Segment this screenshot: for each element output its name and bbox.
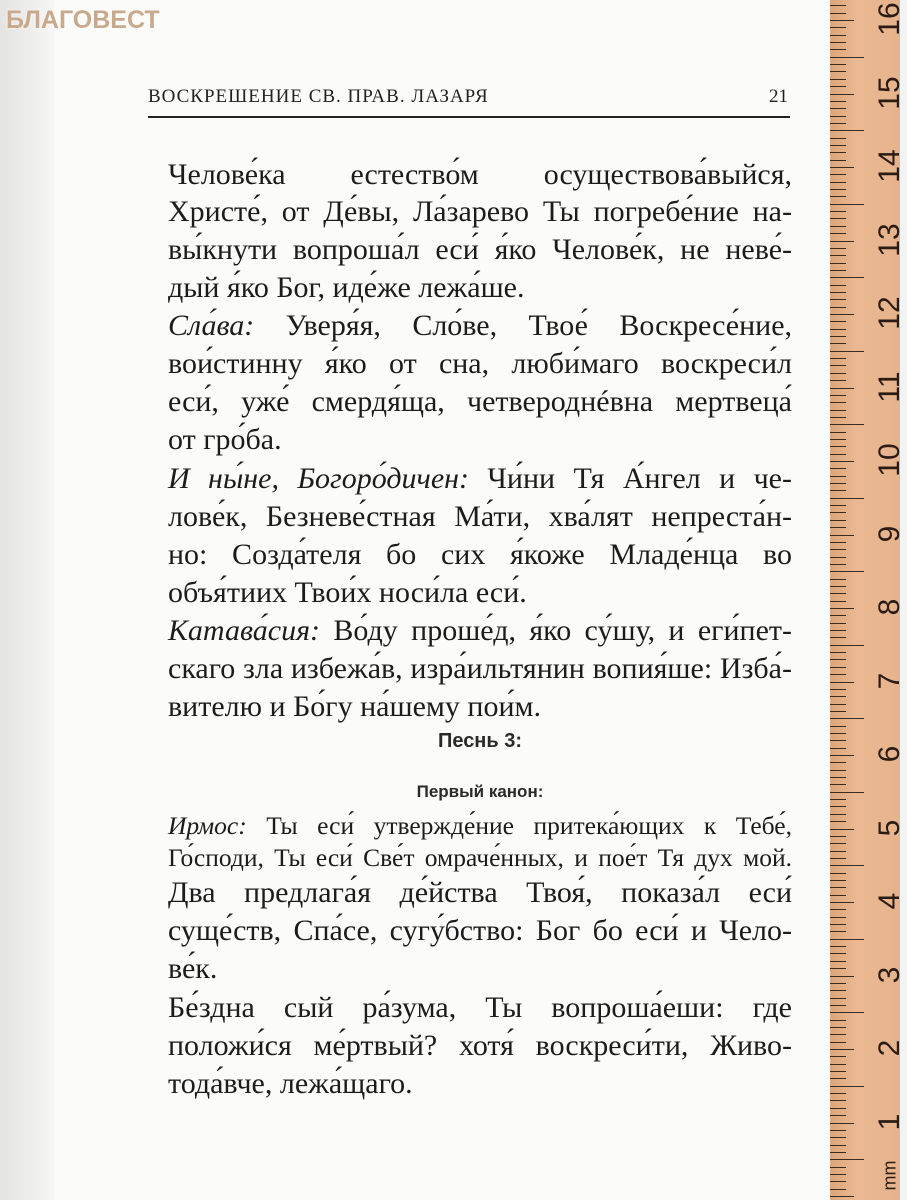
ruler-label: 3 <box>873 966 906 983</box>
ruler-tick <box>830 461 854 462</box>
ruler-tick <box>830 637 846 638</box>
ruler-tick <box>830 608 854 609</box>
text-line <box>168 612 792 650</box>
ruler-tick <box>830 101 846 102</box>
ruler-tick <box>830 483 846 484</box>
ruler-tick <box>830 79 846 80</box>
text-line <box>168 650 792 688</box>
ruler-tick <box>830 704 846 705</box>
ruler-tick <box>830 241 854 242</box>
ruler-tick <box>830 1108 846 1109</box>
ruler-tick <box>830 42 846 43</box>
text-line <box>168 950 792 988</box>
ruler-tick <box>830 476 846 477</box>
ruler-tick <box>830 1071 846 1072</box>
ruler-tick <box>830 380 846 381</box>
ruler-tick <box>830 777 846 778</box>
ruler-tick <box>830 358 846 359</box>
ruler-tick <box>830 535 854 536</box>
ruler-tick <box>830 601 846 602</box>
ruler-tick <box>830 307 846 308</box>
ruler-tick <box>830 373 846 374</box>
page-number: 21 <box>769 86 788 107</box>
ruler-tick <box>830 490 846 491</box>
ruler-tick <box>830 1020 846 1021</box>
line-text: скаго зла избежа́в, изра́ильтянин вопия́ше: Изба́- <box>168 652 792 685</box>
rubric-label: Катава́сия: <box>168 614 334 647</box>
ruler-tick <box>830 336 846 337</box>
line-text: Чи́ни Тя А́нгел и че- <box>487 462 792 495</box>
ruler-tick <box>830 740 846 741</box>
ruler-tick <box>830 1123 854 1124</box>
ruler-tick <box>830 277 864 278</box>
ruler-tick <box>830 196 846 197</box>
text-line <box>168 1065 792 1103</box>
text-line <box>168 688 792 726</box>
text-line <box>168 912 792 950</box>
ruler-tick <box>830 615 846 616</box>
ruler-tick <box>830 630 846 631</box>
line-text: вителю и Бо́гу на́шему пои́м. <box>168 690 541 723</box>
ruler-tick <box>830 755 854 756</box>
ruler-label: 13 <box>873 222 906 257</box>
ruler-tick <box>830 116 846 117</box>
ruler-label: 14 <box>873 149 906 183</box>
ruler-label: 15 <box>873 75 906 110</box>
ruler-tick <box>830 439 846 440</box>
ruler-tick <box>830 424 864 425</box>
line-text: от гро́ба. <box>168 423 282 456</box>
text-line <box>168 874 792 912</box>
ruler-tick <box>830 976 854 977</box>
ruler-tick <box>830 829 854 830</box>
ruler-tick <box>830 696 846 697</box>
ruler-tick <box>830 86 846 87</box>
page-edge-shadow <box>0 0 55 1200</box>
ruler-tick <box>830 432 846 433</box>
ruler-tick <box>830 20 854 21</box>
heading-canon: Первый канон: <box>416 782 544 801</box>
ruler-tick <box>830 961 846 962</box>
header-title: ВОСКРЕШЕНИЕ СВ. ПРАВ. ЛАЗАРЯ <box>148 86 489 107</box>
ruler-tick <box>830 292 846 293</box>
ruler-tick <box>830 182 846 183</box>
line-text: Челове́ка естество́м осуществова́выйся, <box>168 158 792 191</box>
ruler-label: 1 <box>873 1113 906 1130</box>
line-text: положи́ся ме́ртвый? хотя́ воскреси́ти, Живо- <box>168 1029 792 1062</box>
ruler-tick <box>830 1130 846 1131</box>
ruler-tick <box>830 1196 854 1197</box>
line-text: Бе́здна сый ра́зума, Ты вопроша́еши: где <box>168 991 792 1024</box>
ruler-tick <box>830 814 846 815</box>
ruler-tick <box>830 498 864 499</box>
ruler-label: 12 <box>873 296 906 330</box>
ruler-tick <box>830 1034 846 1035</box>
watermark-logo: БЛАГОВЕСТ <box>6 6 160 34</box>
ruler-tick <box>830 351 864 352</box>
ruler-tick <box>830 167 854 168</box>
rubric-label: И ны́не, Богоро́дичен: <box>168 462 488 495</box>
ruler-tick <box>830 145 846 146</box>
ruler-tick <box>830 858 846 859</box>
rubric-label: Сла́ва: <box>168 309 286 342</box>
line-text: Христе́, от Де́вы, Ла́зарево Ты погребе́ние на- <box>168 195 792 228</box>
ruler-tick <box>830 968 846 969</box>
ruler-tick <box>830 343 846 344</box>
ruler-tick <box>830 1145 846 1146</box>
ruler-tick <box>830 255 846 256</box>
ruler-tick <box>830 593 846 594</box>
ruler-tick <box>830 1115 846 1116</box>
ruler-tick <box>830 770 846 771</box>
ruler-tick <box>830 1167 846 1168</box>
ruler-tick <box>830 1093 846 1094</box>
line-text: Ты еси́ утвержде́ние притека́ющих к Тебе́, <box>266 811 792 840</box>
ruler-tick <box>830 388 854 389</box>
ruler-tick <box>830 27 846 28</box>
line-text: Го́споди, Ты еси́ Све́т омраче́нных, и пое́т Тя дух мой. <box>168 843 792 872</box>
running-header <box>148 84 790 118</box>
ruler-tick <box>830 953 846 954</box>
ruler-tick <box>830 365 846 366</box>
ruler-tick <box>830 652 846 653</box>
ruler-tick <box>830 586 846 587</box>
ruler-tick <box>830 667 846 668</box>
ruler-tick <box>830 160 846 161</box>
ruler-tick <box>830 564 846 565</box>
ruler-label: 6 <box>873 745 906 763</box>
ruler-tick <box>830 527 846 528</box>
text-line <box>168 383 792 421</box>
line-text: Два предлага́я де́йства Твоя́, показа́л еси́ <box>168 876 792 909</box>
ruler-tick <box>830 1137 846 1138</box>
ruler-tick <box>830 189 846 190</box>
ruler <box>830 0 906 1200</box>
ruler-tick <box>830 939 864 940</box>
ruler-tick <box>830 990 846 991</box>
ruler-tick <box>830 865 864 866</box>
ruler-tick <box>830 64 846 65</box>
line-text: суще́ств, Спа́се, сугу́бство: Бог бо еси́ и Чело- <box>168 914 792 947</box>
ruler-tick <box>830 226 846 227</box>
ruler-tick <box>830 1181 846 1182</box>
ruler-tick <box>830 557 846 558</box>
ruler-tick <box>830 762 846 763</box>
ruler-tick <box>830 446 846 447</box>
ruler-tick <box>830 270 846 271</box>
ruler-tick <box>830 35 846 36</box>
ruler-tick <box>830 468 846 469</box>
ruler-tick <box>830 623 846 624</box>
ruler-tick <box>830 821 846 822</box>
rubric-label: Ирмос: <box>168 811 267 840</box>
ruler-tick <box>830 263 846 264</box>
ruler-tick <box>830 659 846 660</box>
ruler-tick <box>830 542 846 543</box>
ruler-tick <box>830 843 846 844</box>
line-text: лове́к, Безневе́стная Ма́ти, хва́лят непреста́н- <box>168 500 792 533</box>
ruler-tick <box>830 1174 846 1175</box>
line-text: объя́тиих Твои́х носи́ла еси́. <box>168 576 527 609</box>
heading-song: Песнь 3: <box>437 730 523 752</box>
ruler-label: 16 <box>873 2 906 36</box>
ruler-tick <box>830 579 846 580</box>
line-text: вои́стинну я́ко от сна, люби́маго воскреси́л <box>168 347 792 380</box>
text-line <box>168 574 792 612</box>
text-line <box>168 842 792 874</box>
ruler-tick <box>830 1012 864 1013</box>
ruler-tick <box>830 71 846 72</box>
ruler-tick <box>830 417 846 418</box>
ruler-tick <box>830 946 846 947</box>
text-line <box>168 345 792 383</box>
ruler-tick <box>830 512 846 513</box>
ruler-label: 5 <box>873 819 906 836</box>
ruler-tick <box>830 505 846 506</box>
ruler-tick <box>830 49 846 50</box>
line-text: ве́к. <box>168 952 218 985</box>
ruler-label: 2 <box>873 1039 906 1057</box>
ruler-tick <box>830 733 846 734</box>
ruler-label: 4 <box>873 892 906 910</box>
ruler-label: 8 <box>873 598 906 616</box>
ruler-tick <box>830 1056 846 1057</box>
ruler-tick <box>830 917 846 918</box>
ruler-tick <box>830 1159 864 1160</box>
line-text: Уверя́я, Сло́ве, Твое́ Воскресе́ние, <box>285 309 793 342</box>
ruler-tick <box>830 1152 846 1153</box>
ruler-tick <box>830 1078 846 1079</box>
ruler-tick <box>830 454 846 455</box>
ruler-tick <box>830 152 846 153</box>
ruler-tick <box>830 549 846 550</box>
ruler-tick <box>830 5 846 6</box>
ruler-tick <box>830 1064 846 1065</box>
ruler-tick <box>830 233 846 234</box>
text-line <box>168 421 792 459</box>
ruler-unit: mm <box>879 1160 900 1191</box>
ruler-tick <box>830 836 846 837</box>
ruler-tick <box>830 1027 846 1028</box>
ruler-tick <box>830 711 846 712</box>
ruler-tick <box>830 887 846 888</box>
ruler-tick <box>830 792 864 793</box>
line-text: вы́кнути вопроша́л еси́ я́ко Челове́к, не неве́- <box>168 233 792 266</box>
ruler-tick <box>830 924 846 925</box>
ruler-tick <box>830 329 846 330</box>
ruler-label: 11 <box>873 370 906 403</box>
ruler-tick <box>830 718 864 719</box>
line-text: но: Созда́теля бо сих я́коже Младе́нца во <box>168 538 792 571</box>
ruler-tick <box>830 299 846 300</box>
ruler-tick <box>830 799 846 800</box>
ruler-tick <box>830 983 846 984</box>
ruler-tick <box>830 748 846 749</box>
ruler-tick <box>830 784 846 785</box>
ruler-tick <box>830 314 854 315</box>
ruler-tick <box>830 138 846 139</box>
text-line <box>168 193 792 231</box>
text-line <box>168 810 792 842</box>
ruler-tick <box>830 211 846 212</box>
ruler-tick <box>830 1049 854 1050</box>
ruler-tick <box>830 1189 846 1190</box>
ruler-tick <box>830 204 864 205</box>
ruler-tick <box>830 218 846 219</box>
ruler-tick <box>830 321 846 322</box>
ruler-tick <box>830 645 864 646</box>
ruler-tick <box>830 689 846 690</box>
ruler-tick <box>830 674 846 675</box>
ruler-tick <box>830 998 846 999</box>
text-line <box>168 536 792 574</box>
ruler-tick <box>830 931 846 932</box>
text-line <box>168 989 792 1027</box>
ruler-label: 10 <box>873 443 906 477</box>
ruler-tick <box>830 108 846 109</box>
ruler-tick <box>830 1086 864 1087</box>
ruler-tick <box>830 94 854 95</box>
text-line <box>168 156 792 194</box>
ruler-label: 9 <box>873 525 906 542</box>
ruler-tick <box>830 806 846 807</box>
text-line <box>168 460 792 498</box>
ruler-tick <box>830 873 846 874</box>
ruler-tick <box>830 285 846 286</box>
text-line <box>168 498 792 536</box>
line-text: дый я́ко Бог, иде́же лежа́ше. <box>168 271 525 304</box>
ruler-tick <box>830 410 846 411</box>
ruler-tick <box>830 895 846 896</box>
text-line <box>168 269 792 307</box>
line-text: еси́, уже́ смердя́ща, четвероднéвна мертвеца́ <box>168 385 792 418</box>
text-line <box>168 1027 792 1065</box>
ruler-tick <box>830 174 846 175</box>
ruler-tick <box>830 1005 846 1006</box>
ruler-tick <box>830 571 864 572</box>
ruler-tick <box>830 726 846 727</box>
ruler-tick <box>830 902 854 903</box>
ruler-tick <box>830 682 854 683</box>
ruler-tick <box>830 402 846 403</box>
ruler-tick <box>830 1042 846 1043</box>
ruler-tick <box>830 851 846 852</box>
text-line <box>168 231 792 269</box>
ruler-label: 7 <box>873 672 906 689</box>
line-text: тода́вче, лежа́щаго. <box>168 1067 413 1100</box>
ruler-tick <box>830 520 846 521</box>
ruler-tick <box>830 13 846 14</box>
ruler-tick <box>830 130 864 131</box>
ruler-tick <box>830 248 846 249</box>
ruler-tick <box>830 1100 846 1101</box>
line-text: Во́ду проше́д, я́ко су́шу, и еги́пет- <box>333 614 792 647</box>
ruler-tick <box>830 57 864 58</box>
ruler-tick <box>830 123 846 124</box>
text-line <box>168 307 792 345</box>
ruler-tick <box>830 909 846 910</box>
ruler-tick <box>830 395 846 396</box>
ruler-tick <box>830 880 846 881</box>
